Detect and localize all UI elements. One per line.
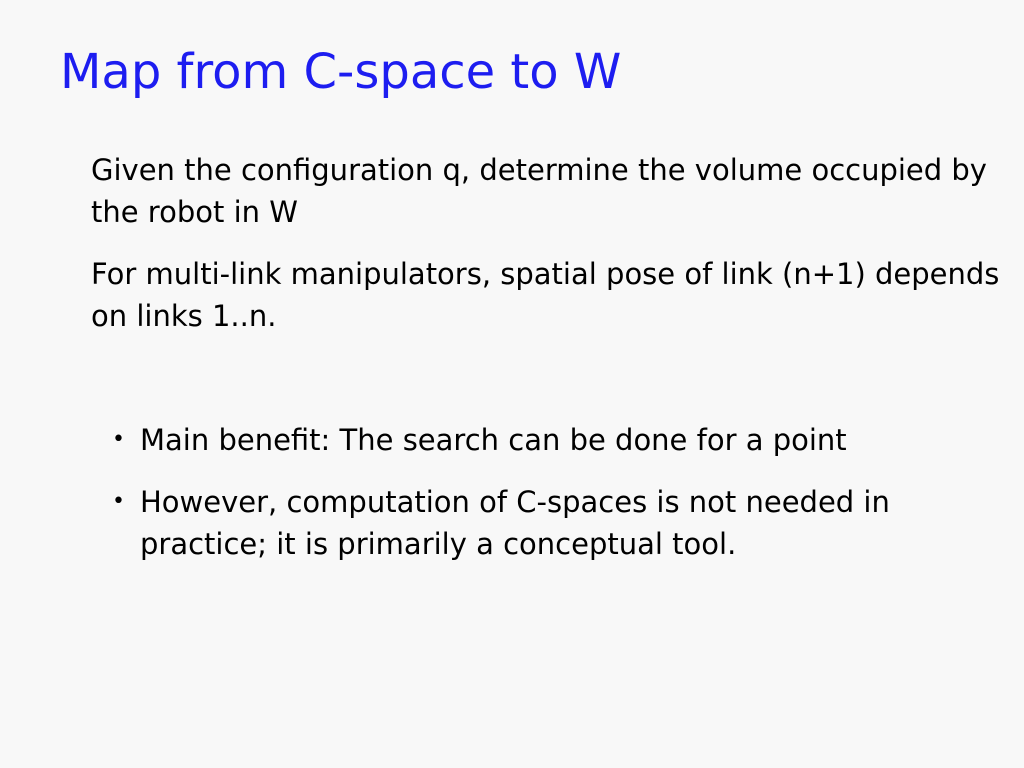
slide-title: Map from C-space to W (60, 44, 622, 100)
bullet-icon: • (112, 489, 125, 514)
bullet-text: However, computation of C-spaces is not needed in practice; it is primarily a conceptual tool. (140, 485, 890, 561)
paragraph-multi-link: For multi-link manipulators, spatial pose of link (n+1) depends on links 1..n. (91, 257, 1000, 333)
bullet-item-main-benefit (112, 419, 992, 461)
bullet-icon: • (112, 427, 125, 452)
bullet-item-however (112, 481, 992, 565)
paragraph-configuration: Given the configuration q, determine the volume occupied by the robot in W (91, 153, 987, 229)
bullet-text: Main benefit: The search can be done for a point (140, 423, 847, 457)
bullet-list (112, 419, 992, 585)
